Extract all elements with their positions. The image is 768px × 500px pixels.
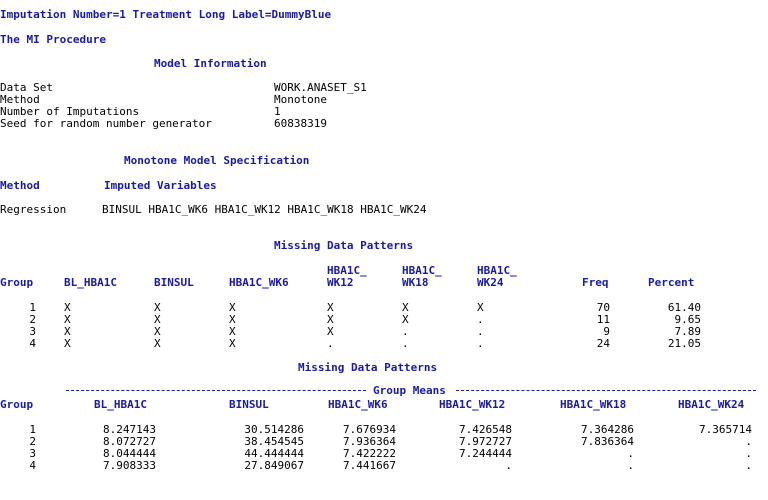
pattern-cell-binsul: X <box>154 325 161 338</box>
pattern-cell-bl: X <box>64 325 71 338</box>
col-header-wk12: WK12 <box>327 276 354 289</box>
pattern-cell-freq: 70 <box>596 301 610 314</box>
group-means-cell-wk6: 7.936364 <box>343 435 396 448</box>
col-header-bl-hba1c: BL_HBA1C <box>64 276 117 289</box>
col-header-imputed-vars: Imputed Variables <box>104 179 217 192</box>
row-imputed-vars: BINSUL HBA1C_WK6 HBA1C_WK12 HBA1C_WK18 HBA1C_WK24 <box>102 203 427 216</box>
col-header-wk18: HBA1C_WK18 <box>560 398 627 411</box>
spanner-label: Group Means <box>373 384 446 397</box>
group-means-cell-wk24: . <box>745 447 752 460</box>
group-means-cell-binsul: 44.444444 <box>244 447 304 460</box>
col-header-wk6: HBA1C_WK6 <box>328 398 388 411</box>
pattern-cell-percent: 7.89 <box>674 325 701 338</box>
pattern-cell-wk18: . <box>402 325 409 338</box>
spanner-line <box>456 390 756 391</box>
group-means-cell-wk18: . <box>627 447 634 460</box>
spanner-line <box>66 390 366 391</box>
col-header-wk24: WK24 <box>477 276 504 289</box>
pattern-cell-bl: X <box>64 313 71 326</box>
pattern-cell-wk18: X <box>402 301 409 314</box>
procedure-title: The MI Procedure <box>0 33 106 46</box>
model-info-value: WORK.ANASET_S1 <box>274 81 367 94</box>
group-means-cell-bl: 8.247143 <box>103 423 156 436</box>
col-header-binsul: BINSUL <box>229 398 269 411</box>
col-header-binsul: BINSUL <box>154 276 194 289</box>
col-header-wk18: WK18 <box>402 276 429 289</box>
group-means-cell-group: 3 <box>29 447 36 460</box>
group-means-cell-wk6: 7.441667 <box>343 459 396 472</box>
col-header-freq: Freq <box>582 276 609 289</box>
col-header-wk24: HBA1C_WK24 <box>678 398 745 411</box>
col-header-group: Group <box>0 398 34 411</box>
col-header-method: Method <box>0 179 40 192</box>
group-means-cell-wk18: 7.364286 <box>581 423 634 436</box>
pattern-cell-wk24: . <box>477 313 484 326</box>
pattern-cell-wk12: . <box>327 337 334 350</box>
patterns-heading: Missing Data Patterns <box>274 239 414 252</box>
pattern-cell-wk24: . <box>477 337 484 350</box>
group-means-cell-wk24: . <box>745 435 752 448</box>
group-means-cell-binsul: 27.849067 <box>244 459 304 472</box>
group-means-cell-wk12: . <box>505 459 512 472</box>
group-means-cell-bl: 8.072727 <box>103 435 156 448</box>
pattern-cell-percent: 9.65 <box>674 313 701 326</box>
pattern-cell-freq: 9 <box>603 325 610 338</box>
pattern-cell-group: 1 <box>29 301 36 314</box>
pattern-cell-wk18: X <box>402 313 409 326</box>
pattern-cell-wk6: X <box>229 325 236 338</box>
pattern-cell-wk24: . <box>477 325 484 338</box>
group-means-cell-wk6: 7.422222 <box>343 447 396 460</box>
group-means-cell-wk12: 7.972727 <box>459 435 512 448</box>
monotone-spec-heading: Monotone Model Specification <box>124 154 310 167</box>
group-means-cell-binsul: 30.514286 <box>244 423 304 436</box>
row-method: Regression <box>0 203 67 216</box>
pattern-cell-wk24: X <box>477 301 484 314</box>
pattern-cell-group: 4 <box>29 337 36 350</box>
pattern-cell-wk12: X <box>327 313 334 326</box>
group-means-cell-wk6: 7.676934 <box>343 423 396 436</box>
pattern-cell-freq: 11 <box>596 313 610 326</box>
group-means-cell-wk12: 7.426548 <box>459 423 512 436</box>
group-means-cell-bl: 8.044444 <box>103 447 156 460</box>
group-means-cell-wk12: 7.244444 <box>459 447 512 460</box>
col-header-bl-hba1c: BL_HBA1C <box>94 398 147 411</box>
pattern-cell-wk12: X <box>327 325 334 338</box>
col-header-wk12: HBA1C_WK12 <box>439 398 506 411</box>
group-means-cell-group: 1 <box>29 423 36 436</box>
group-means-cell-wk24: . <box>745 459 752 472</box>
pattern-cell-wk12: X <box>327 301 334 314</box>
model-info-label: Number of Imputations <box>0 105 140 118</box>
model-info-value: 60838319 <box>274 117 327 130</box>
group-means-cell-group: 2 <box>29 435 36 448</box>
model-info-value: Monotone <box>274 93 327 106</box>
group-means-cell-wk18: 7.836364 <box>581 435 634 448</box>
title-line: Imputation Number=1 Treatment Long Label=DummyBlue <box>0 8 332 21</box>
pattern-cell-bl: X <box>64 301 71 314</box>
col-header-wk6: HBA1C_WK6 <box>229 276 289 289</box>
group-means-cell-bl: 7.908333 <box>103 459 156 472</box>
group-means-spanner <box>66 385 756 397</box>
pattern-cell-wk6: X <box>229 337 236 350</box>
model-info-label: Method <box>0 93 40 106</box>
col-header-wk24: HBA1C_ <box>477 264 517 277</box>
pattern-cell-wk18: . <box>402 337 409 350</box>
group-means-cell-wk18: . <box>627 459 634 472</box>
pattern-cell-wk6: X <box>229 301 236 314</box>
col-header-percent: Percent <box>648 276 695 289</box>
model-info-label: Seed for random number generator <box>0 117 212 130</box>
pattern-cell-wk6: X <box>229 313 236 326</box>
pattern-cell-group: 2 <box>29 313 36 326</box>
col-header-group: Group <box>0 276 34 289</box>
model-info-heading: Model Information <box>154 57 267 70</box>
pattern-cell-percent: 61.40 <box>667 301 701 314</box>
pattern-cell-percent: 21.05 <box>667 337 701 350</box>
model-info-value: 1 <box>274 105 281 118</box>
pattern-cell-group: 3 <box>29 325 36 338</box>
group-means-cell-binsul: 38.454545 <box>244 435 304 448</box>
patterns-means-heading: Missing Data Patterns <box>298 361 438 374</box>
group-means-cell-wk24: 7.365714 <box>699 423 752 436</box>
pattern-cell-bl: X <box>64 337 71 350</box>
col-header-wk12: HBA1C_ <box>327 264 367 277</box>
pattern-cell-binsul: X <box>154 337 161 350</box>
pattern-cell-freq: 24 <box>596 337 610 350</box>
pattern-cell-binsul: X <box>154 301 161 314</box>
model-info-label: Data Set <box>0 81 53 94</box>
group-means-cell-group: 4 <box>29 459 36 472</box>
col-header-wk18: HBA1C_ <box>402 264 442 277</box>
pattern-cell-binsul: X <box>154 313 161 326</box>
